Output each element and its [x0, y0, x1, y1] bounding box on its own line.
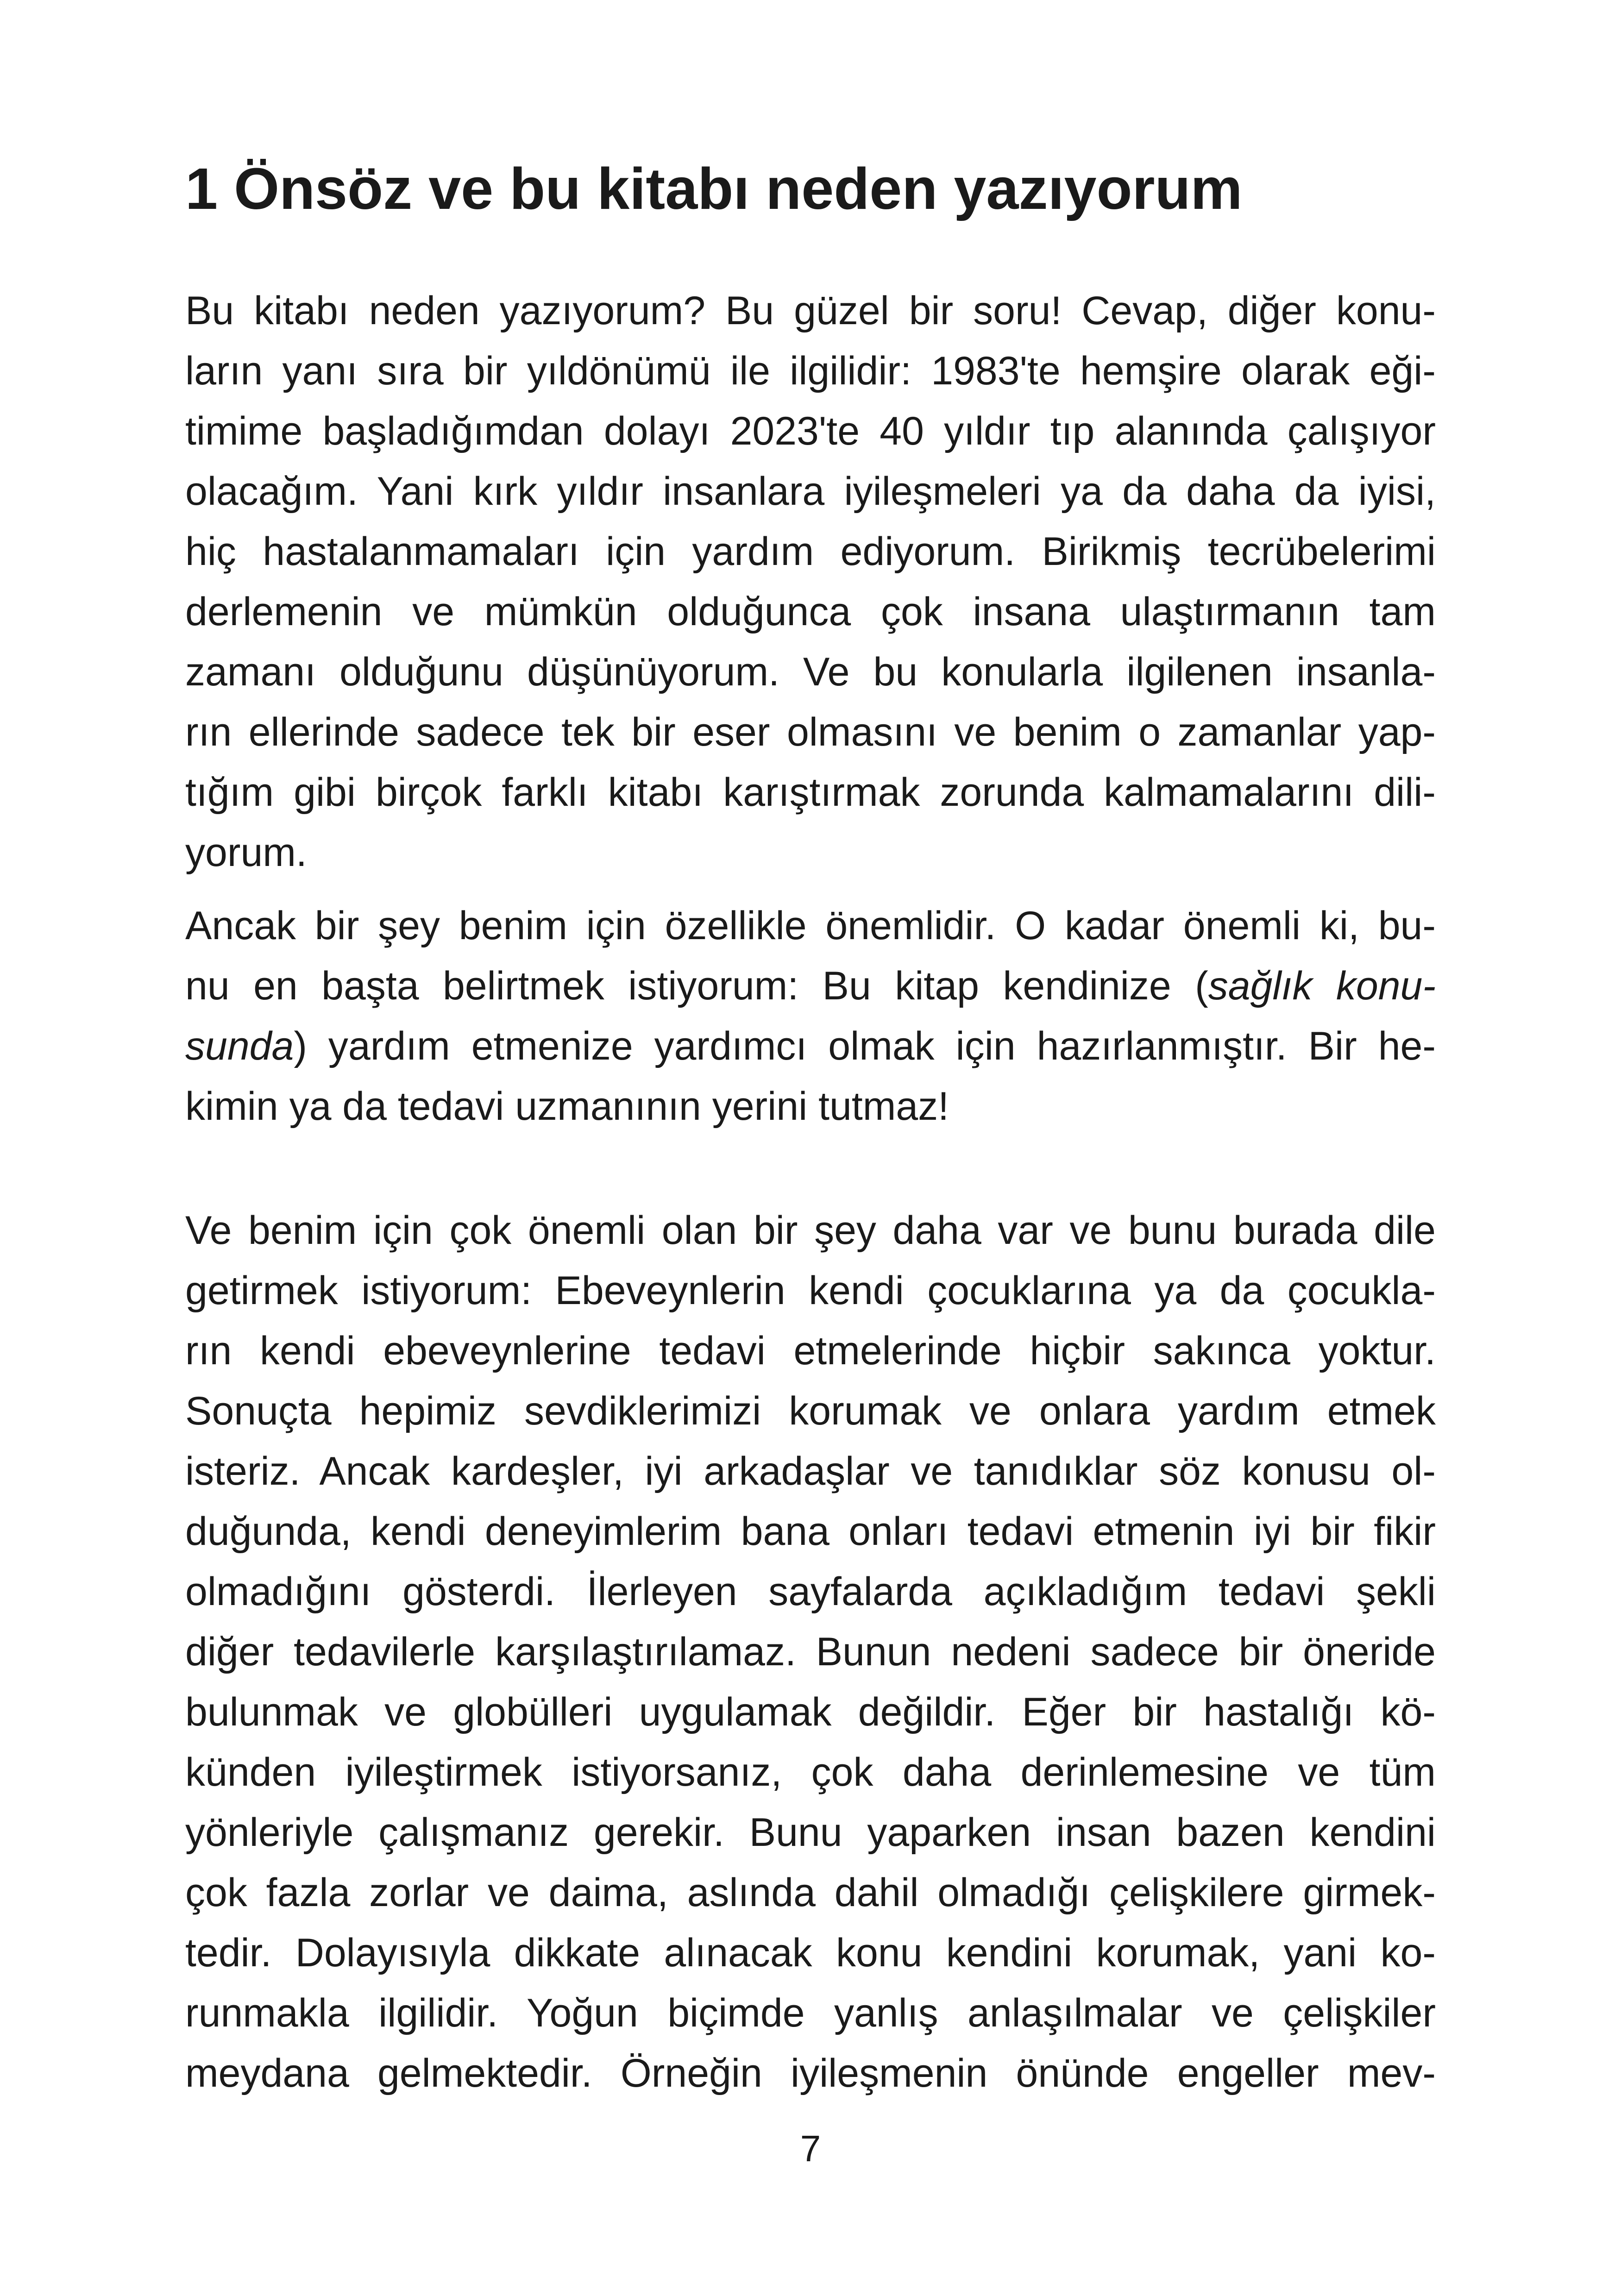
text-line: timime başladığımdan dolayı 2023'te 40 yıldır tıp alanında çalışıyor	[185, 409, 1436, 453]
paragraph-2	[185, 896, 1436, 1136]
text-line: zamanı olduğunu düşünüyorum. Ve bu konularla ilgilenen insanla-	[185, 650, 1436, 694]
text-line: hiç hastalanmamaları için yardım ediyorum. Birikmiş tecrübelerimi	[185, 529, 1436, 574]
text-line: derlemenin ve mümkün olduğunca çok insana ulaştırmanın tam	[185, 590, 1436, 634]
italic-text: sunda	[185, 1024, 294, 1068]
text-line: çok fazla zorlar ve daima, aslında dahil olmadığı çelişkilere girmek-	[185, 1870, 1436, 1915]
text-line: duğunda, kendi deneyimlerim bana onları tedavi etmenin iyi bir fikir	[185, 1509, 1436, 1554]
text-segment: nu en başta belirtmek istiyorum: Bu kitap kendinize (	[185, 964, 1208, 1008]
text-line: meydana gelmektedir. Örneğin iyileşmenin önünde engeller mev-	[185, 2051, 1436, 2095]
text-line: runmakla ilgilidir. Yoğun biçimde yanlış anlaşılmalar ve çelişkiler	[185, 1991, 1436, 2035]
text-line: ların yanı sıra bir yıldönümü ile ilgilidir: 1983'te hemşire olarak eği-	[185, 349, 1436, 393]
text-line: kimin ya da tedavi uzmanının yerini tutmaz!	[185, 1084, 949, 1129]
text-line: rın ellerinde sadece tek bir eser olmasını ve benim o zamanlar yap-	[185, 710, 1436, 754]
text-line: tedir. Dolayısıyla dikkate alınacak konu kendini korumak, yani ko-	[185, 1931, 1436, 1975]
text-line: Ve benim için çok önemli olan bir şey daha var ve bunu burada dile	[185, 1208, 1436, 1253]
chapter-title: 1 Önsöz ve bu kitabı neden yazıyorum	[185, 156, 1243, 221]
text-line: yönleriyle çalışmanız gerekir. Bunu yaparken insan bazen kendini	[185, 1810, 1436, 1855]
paragraph-1	[185, 281, 1436, 883]
text-line: bulunmak ve globülleri uygulamak değildir. Eğer bir hastalığı kö-	[185, 1690, 1436, 1734]
text-line: isteriz. Ancak kardeşler, iyi arkadaşlar ve tanıdıklar söz konusu ol-	[185, 1449, 1436, 1493]
text-segment: ) yardım etmenize yardımcı olmak için hazırlanmıştır. Bir he-	[294, 1024, 1436, 1068]
text-line: getirmek istiyorum: Ebeveynlerin kendi çocuklarına ya da çocukla-	[185, 1268, 1436, 1313]
text-line: olacağım. Yani kırk yıldır insanlara iyileşmeleri ya da daha da iyisi,	[185, 469, 1436, 514]
text-line	[185, 956, 1436, 1016]
text-line: künden iyileştirmek istiyorsanız, çok daha derinlemesine ve tüm	[185, 1750, 1436, 1794]
text-line: Sonuçta hepimiz sevdiklerimizi korumak ve onlara yardım etmek	[185, 1389, 1436, 1433]
italic-text: sağlık konu-	[1208, 964, 1436, 1008]
text-line: Bu kitabı neden yazıyorum? Bu güzel bir soru! Cevap, diğer konu-	[185, 289, 1436, 333]
text-line: diğer tedavilerle karşılaştırılamaz. Bunun nedeni sadece bir öneride	[185, 1630, 1436, 1674]
text-line	[185, 1016, 1436, 1076]
paragraph-3	[185, 1200, 1436, 2103]
text-line: tığım gibi birçok farklı kitabı karıştırmak zorunda kalmamalarını dili-	[185, 770, 1436, 815]
text-line: rın kendi ebeveynlerine tedavi etmelerinde hiçbir sakınca yoktur.	[185, 1329, 1436, 1373]
text-line: yorum.	[185, 830, 307, 875]
text-line: Ancak bir şey benim için özellikle önemlidir. O kadar önemli ki, bu-	[185, 903, 1436, 948]
page-number: 7	[800, 2128, 821, 2169]
text-line: olmadığını gösterdi. İlerleyen sayfalarda açıkladığım tedavi şekli	[185, 1569, 1436, 1614]
